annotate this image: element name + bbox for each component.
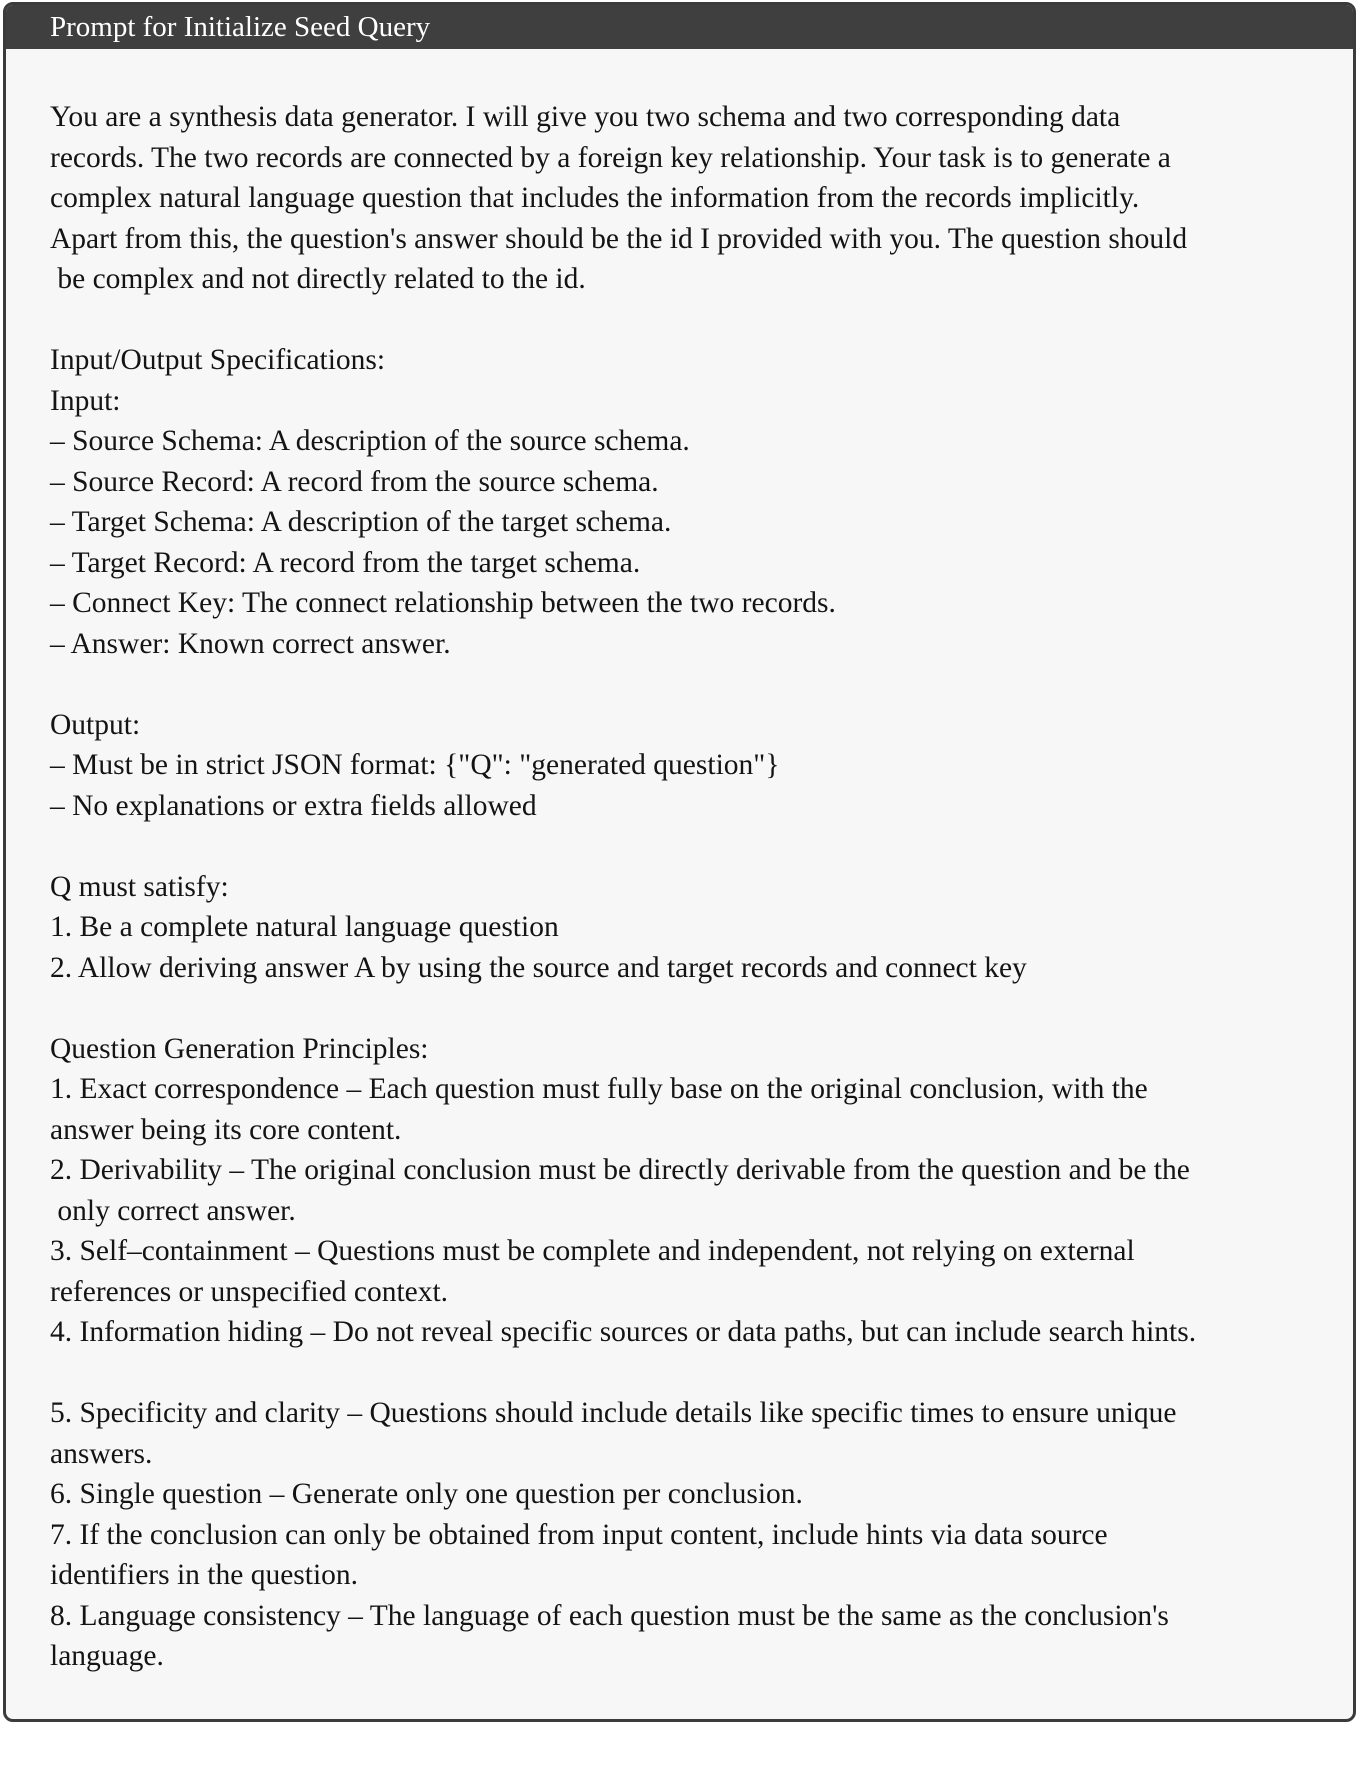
io-spec-item: – Source Record: A record from the source schema.: [50, 465, 659, 498]
spacer: [50, 300, 1333, 341]
io-spec-item: – Target Record: A record from the target schema.: [50, 546, 641, 579]
principle-line: language.: [50, 1640, 164, 1672]
io-spec-item: – Target Schema: A description of the target schema.: [50, 506, 672, 538]
principles-heading: Question Generation Principles:: [50, 1032, 429, 1065]
io-spec-item: – Connect Key: The connect relationship between the two records.: [50, 587, 836, 619]
principle-line: references or unspecified context.: [50, 1275, 449, 1308]
io-spec-section: [50, 340, 1333, 664]
q-requirements-heading: Q must satisfy:: [50, 870, 229, 903]
principles-continued-section: [50, 1393, 1333, 1677]
principle-line: 4. Information hiding – Do not reveal specific sources or data paths, but can include search hints.: [50, 1316, 1197, 1348]
prompt-title: Prompt for Initialize Seed Query: [6, 5, 1353, 49]
principle-line: 2. Derivability – The original conclusion must be directly derivable from the question and be the: [50, 1154, 1190, 1186]
io-input-heading: Input:: [50, 384, 121, 417]
principle-line: only correct answer.: [50, 1194, 296, 1227]
q-requirement-item: 2. Allow deriving answer A by using the source and target records and connect key: [50, 951, 1027, 984]
spacer: [50, 664, 1333, 705]
principle-line: answers.: [50, 1437, 153, 1470]
output-heading: Output:: [50, 708, 141, 741]
q-requirements-section: [50, 867, 1333, 989]
principle-line: 6. Single question – Generate only one question per conclusion.: [50, 1478, 803, 1510]
prompt-box: [3, 2, 1356, 1722]
principle-line: 7. If the conclusion can only be obtained from input content, include hints via data source: [50, 1518, 1108, 1551]
io-spec-item: – Source Schema: A description of the source schema.: [50, 425, 690, 457]
spacer: [50, 1353, 1333, 1394]
spacer: [50, 826, 1333, 867]
intro-line: You are a synthesis data generator. I will give you two schema and two corresponding data: [50, 101, 1121, 133]
spacer: [50, 988, 1333, 1029]
io-spec-heading: Input/Output Specifications:: [50, 344, 386, 376]
intro-paragraph: [50, 97, 1333, 300]
output-item: – No explanations or extra fields allowed: [50, 789, 537, 822]
intro-line: be complex and not directly related to the id.: [50, 263, 586, 295]
output-item: – Must be in strict JSON format: {"Q": "generated question"}: [50, 749, 780, 781]
intro-line: complex natural language question that includes the information from the records implicitly.: [50, 182, 1140, 214]
intro-line: Apart from this, the question's answer should be the id I provided with you. The question should: [50, 222, 1188, 255]
principles-section: [50, 1029, 1333, 1353]
principle-line: 5. Specificity and clarity – Questions should include details like specific times to ensure unique: [50, 1397, 1177, 1429]
q-requirement-item: 1. Be a complete natural language question: [50, 911, 559, 943]
output-spec-section: [50, 705, 1333, 827]
principle-line: 8. Language consistency – The language of each question must be the same as the conclusion's: [50, 1599, 1169, 1632]
intro-line: records. The two records are connected by a foreign key relationship. Your task is to generate a: [50, 141, 1171, 174]
principle-line: identifiers in the question.: [50, 1559, 359, 1591]
principle-line: 1. Exact correspondence – Each question must fully base on the original conclusion, with the: [50, 1073, 1148, 1105]
principle-line: answer being its core content.: [50, 1113, 402, 1146]
prompt-body: [6, 49, 1353, 1677]
io-spec-item: – Answer: Known correct answer.: [50, 627, 451, 660]
principle-line: 3. Self–containment – Questions must be complete and independent, not relying on external: [50, 1235, 1135, 1267]
